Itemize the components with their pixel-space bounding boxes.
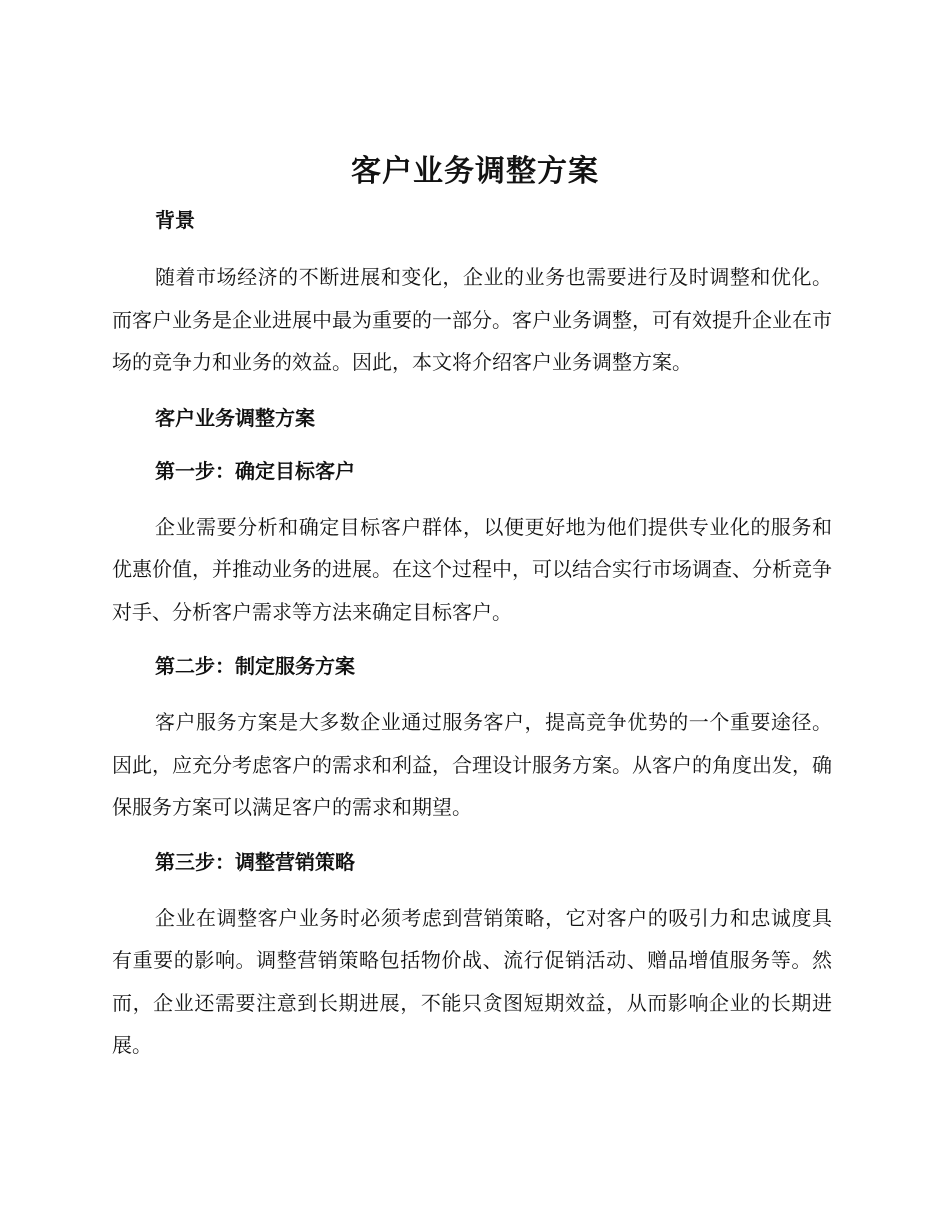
paragraph-background: 随着市场经济的不断进展和变化，企业的业务也需要进行及时调整和优化。而客户业务是企业进展中最为重要的一部分。客户业务调整，可有效提升企业在市场的竞争力和业务的效益。因此，本文将介绍客户业务调整方案。	[112, 265, 832, 374]
paragraph-step1: 企业需要分析和确定目标客户群体，以便更好地为他们提供专业化的服务和优惠价值，并推动业务的进展。在这个过程中，可以结合实行市场调查、分析竞争对手、分析客户需求等方法来确定目标客户。	[112, 514, 832, 624]
document-title: 客户业务调整方案	[351, 154, 599, 189]
section-heading-step2: 第二步：制定服务方案	[155, 654, 355, 678]
paragraph-step2: 客户服务方案是大多数企业通过服务客户，提高竞争优势的一个重要途径。因此，应充分考虑客户的需求和利益，合理设计服务方案。从客户的角度出发，确保服务方案可以满足客户的需求和期望。	[112, 710, 832, 819]
document-body	[112, 200, 832, 1067]
section-heading-step3: 第三步：调整营销策略	[155, 849, 355, 874]
section-heading-step1: 第一步：确定目标客户	[155, 458, 355, 483]
section-heading-background: 背景	[155, 208, 195, 232]
section-heading-plan: 客户业务调整方案	[155, 405, 315, 430]
paragraph-step3: 企业在调整客户业务时必须考虑到营销策略，它对客户的吸引力和忠诚度具有重要的影响。调整营销策略包括物价战、流行促销活动、赠品增值服务等。然而，企业还需要注意到长期进展，不能只贪图短期效益，从而影响企业的长期进展。	[112, 905, 832, 1057]
